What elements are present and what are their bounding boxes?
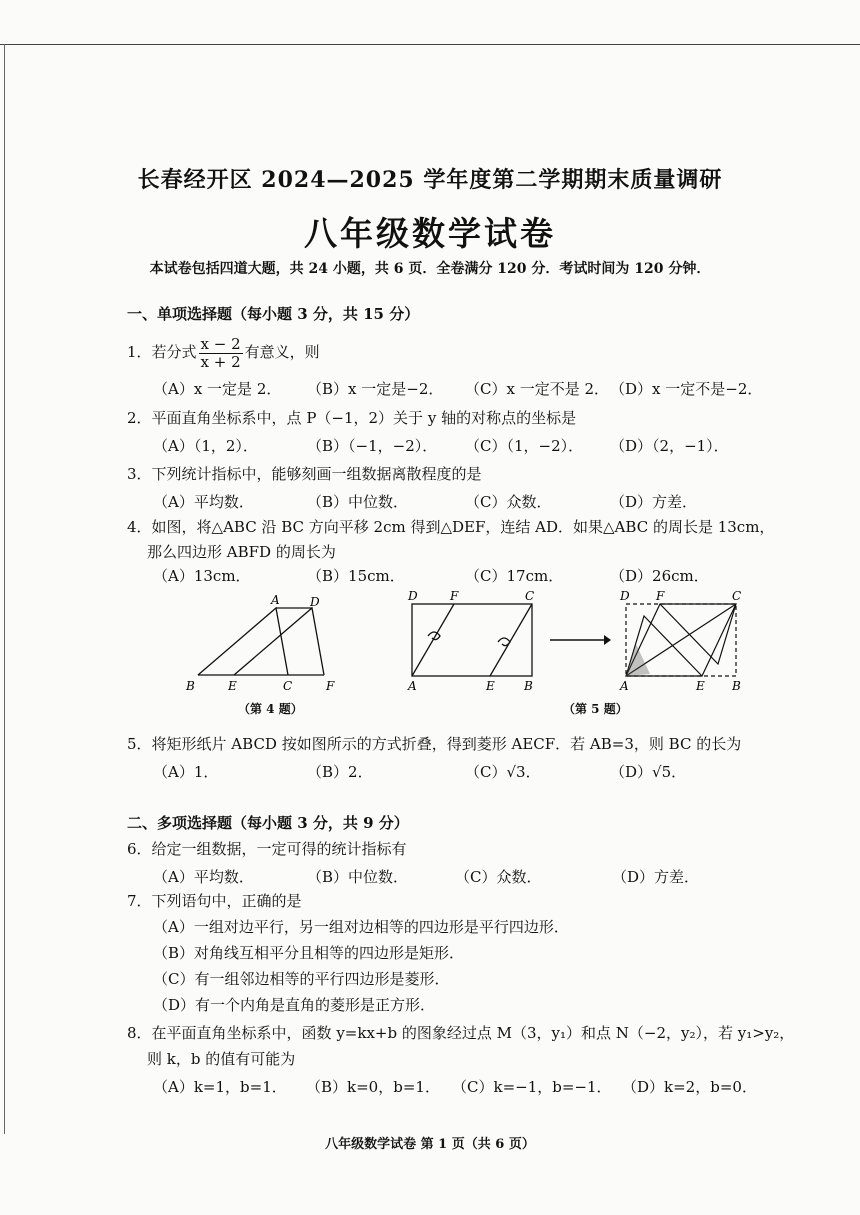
q1-fraction	[199, 336, 243, 370]
q4-option-c: （C）17cm．	[465, 567, 564, 585]
q2-option-c: （C）（1，−2）．	[465, 437, 584, 455]
q7-stem: 7．下列语句中，正确的是	[127, 892, 302, 910]
fig4-label-b: B	[186, 679, 195, 693]
q3-option-a: （A）平均数．	[153, 493, 254, 511]
q8-option-a: （A）k=1，b=1．	[153, 1078, 287, 1096]
q4-option-a: （A）13cm．	[153, 567, 251, 585]
fig5a-label-e: E	[486, 679, 495, 693]
q1-option-b: （B）x 一定是−2．	[307, 380, 444, 398]
figure-q5-folded	[614, 586, 754, 694]
exam-info: 本试卷包括四道大题，共 24 小题，共 6 页．全卷满分 120 分．考试时间为 120 分钟．	[149, 261, 711, 277]
q4-stem-line2: 那么四边形 ABFD 的周长为	[147, 543, 336, 561]
fig5b-label-f: F	[656, 589, 665, 603]
fig4-triangle-abc	[198, 608, 288, 675]
q8-stem-line1: 8．在平面直角坐标系中，函数 y=kx+b 的图象经过点 M（3，y₁）和点 N（−2，y₂），若 y₁>y₂，	[127, 1024, 795, 1042]
q6-option-b: （B）中位数．	[307, 868, 409, 886]
q2-stem: 2．平面直角坐标系中，点 P（−1，2）关于 y 轴的对称点的坐标是	[127, 409, 577, 427]
figure-q4-caption: （第 4 题）	[238, 702, 303, 716]
fig5b-label-c: C	[732, 589, 742, 603]
q6-option-a: （A）平均数．	[153, 868, 254, 886]
q2-option-d: （D）（2，−1）．	[610, 437, 729, 455]
q5-option-a: （A）1．	[153, 763, 219, 781]
q7-option-b: （B）对角线互相平分且相等的四边形是矩形．	[153, 944, 465, 962]
q7-option-a: （A）一组对边平行，另一组对边相等的四边形是平行四边形．	[153, 918, 569, 936]
q5-option-b: （B）2．	[307, 763, 373, 781]
q2-option-a: （A）（1，2）．	[153, 437, 258, 455]
q1-stem	[127, 336, 320, 370]
fig5b-label-b: B	[732, 679, 741, 693]
exam-subtitle: 八年级数学试卷	[304, 214, 556, 253]
q4-option-b: （B）15cm．	[307, 567, 405, 585]
q3-stem: 3．下列统计指标中，能够刻画一组数据离散程度的是	[127, 465, 482, 483]
q4-stem-line1: 4．如图，将△ABC 沿 BC 方向平移 2cm 得到△DEF，连结 AD．如果△ABC 的周长是 13cm，	[127, 518, 775, 536]
q3-option-b: （B）中位数．	[307, 493, 409, 511]
fig5b-folded-flap-right	[660, 604, 736, 664]
figure-q4	[176, 592, 356, 694]
q8-option-b: （B）k=0，b=1．	[306, 1078, 440, 1096]
q3-option-d: （D）方差．	[610, 493, 698, 511]
q6-option-d: （D）方差．	[612, 868, 700, 886]
page-border-top	[0, 44, 860, 45]
q1-prefix: 1．若分式	[127, 343, 197, 361]
fig5a-fold-ec	[490, 604, 532, 676]
fig5b-label-a: A	[620, 679, 629, 693]
q6-option-c: （C）众数．	[455, 868, 542, 886]
arrow-icon	[548, 632, 612, 648]
q7-option-d: （D）有一个内角是直角的菱形是正方形．	[153, 996, 436, 1014]
fig5a-fold-af	[412, 604, 454, 676]
q1-denominator: x + 2	[200, 352, 241, 371]
fig4-label-e: E	[228, 679, 237, 693]
fig5b-label-e: E	[696, 679, 705, 693]
q5-option-c: （C）√3．	[465, 763, 541, 781]
q2-option-b: （B）（−1，−2）．	[307, 437, 438, 455]
page-footer: 八年级数学试卷 第 1 页（共 6 页）	[325, 1137, 535, 1152]
fig4-label-c: C	[283, 679, 293, 693]
q1-option-a: （A）x 一定是 2．	[153, 380, 282, 398]
fig5a-label-b: B	[524, 679, 533, 693]
fig5a-fold-arrow-right	[498, 638, 510, 646]
q1-option-c: （C）x 一定不是 2．	[465, 380, 610, 398]
q1-numerator: x − 2	[200, 335, 241, 353]
q1-suffix: 有意义，则	[244, 343, 320, 361]
figure-q5-caption: （第 5 题）	[563, 702, 628, 716]
q5-option-d: （D）√5．	[610, 763, 687, 781]
q8-option-d: （D）k=2，b=0．	[622, 1078, 757, 1096]
fig4-label-d: D	[310, 595, 320, 609]
fig5a-label-f: F	[450, 589, 459, 603]
figure-q5-flat	[402, 586, 552, 694]
q5-stem: 5．将矩形纸片 ABCD 按如图所示的方式折叠，得到菱形 AECF．若 AB=3，则 BC 的长为	[127, 735, 742, 753]
fig4-triangle-def	[234, 608, 324, 675]
q4-option-d: （D）26cm．	[610, 567, 709, 585]
fig5a-label-d: D	[408, 589, 418, 603]
q8-stem-line2: 则 k，b 的值有可能为	[147, 1050, 296, 1068]
q3-option-c: （C）众数．	[465, 493, 552, 511]
section2-title: 二、多项选择题（每小题 3 分，共 9 分）	[127, 814, 409, 832]
fig4-label-f: F	[326, 679, 335, 693]
fig4-label-a: A	[271, 593, 280, 607]
fig5b-shaded-region	[626, 644, 650, 676]
exam-title: 长春经开区 2024—2025 学年度第二学期期末质量调研	[137, 167, 723, 193]
q8-option-c: （C）k=−1，b=−1．	[452, 1078, 612, 1096]
fig5a-label-a: A	[408, 679, 417, 693]
fig5a-label-c: C	[525, 589, 535, 603]
q6-stem: 6．给定一组数据，一定可得的统计指标有	[127, 840, 407, 858]
section1-title: 一、单项选择题（每小题 3 分，共 15 分）	[127, 305, 420, 323]
q1-option-d: （D）x 一定不是−2．	[610, 380, 763, 398]
fig5a-rectangle	[412, 604, 532, 676]
q7-option-c: （C）有一组邻边相等的平行四边形是菱形．	[153, 970, 450, 988]
fig5b-label-d: D	[620, 589, 630, 603]
